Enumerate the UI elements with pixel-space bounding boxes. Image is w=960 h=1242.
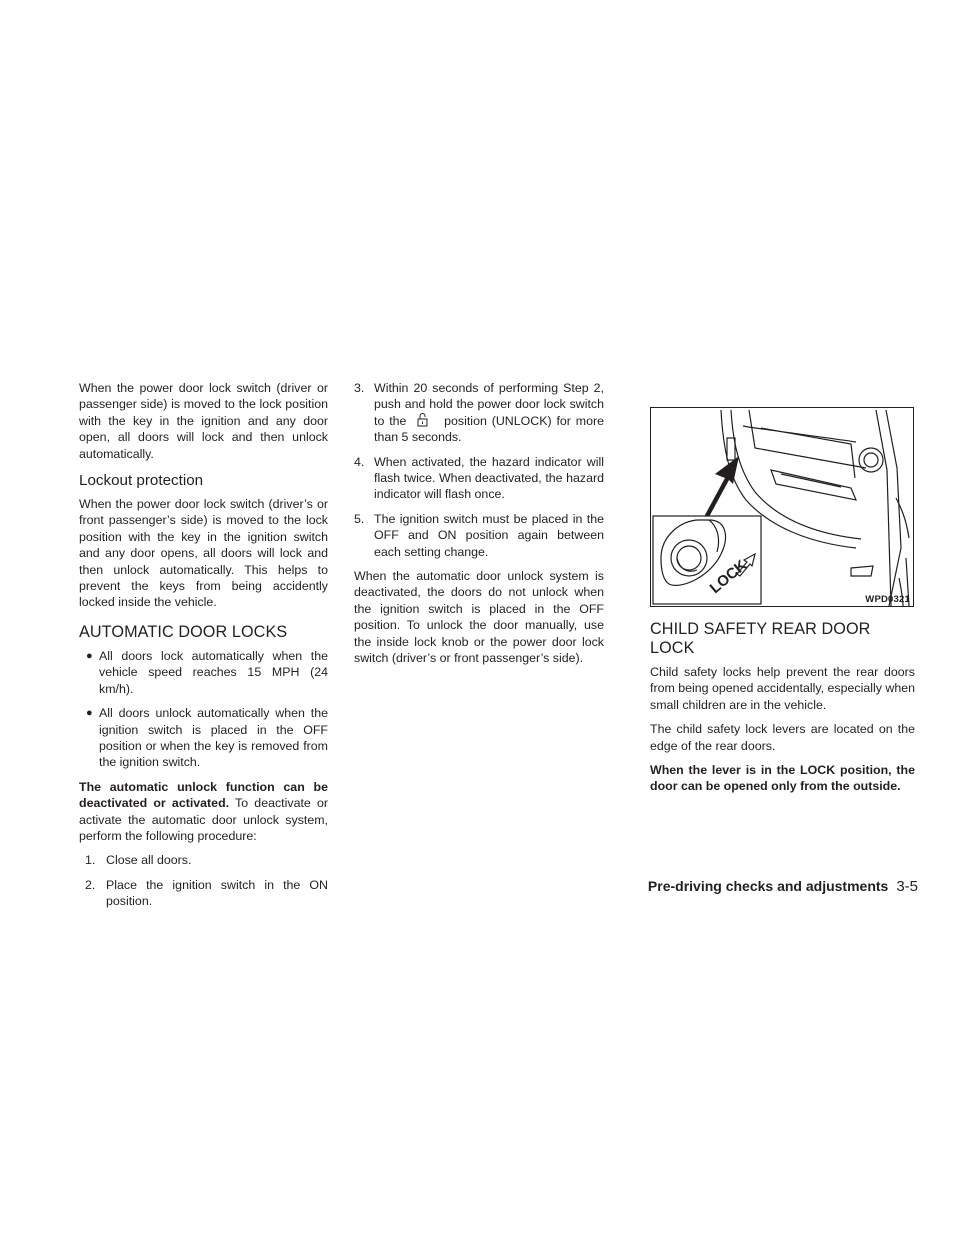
column-left [79,380,328,918]
deactivated-paragraph: When the automatic door unlock system is deactivated, the doors do not unlock when the ignition switch is placed in the OFF position. To unlock the door manually, use the inside lock knob or the power door lock switch (driver’s or front passenger’s side). [354,569,604,666]
bullet-text: All doors lock automatically when the vehicle speed reaches 15 MPH (24 km/h). [99,648,328,696]
lead-rest: To deactivate or activate the automatic door unlock system, perform the following procedure: [79,796,328,843]
child-lock-bold: When the lever is in the LOCK position, the door can be opened only from the outside. [650,763,915,794]
page-footer [648,878,918,895]
list-item [85,852,328,868]
list-item [79,648,328,697]
door-interior-drawing [651,408,913,606]
lock-label: LOCK [706,556,751,598]
list-item [354,454,604,503]
auto-locks-bullets [79,648,328,771]
page-number: 3-5 [896,878,918,895]
bullet-text: All doors unlock automatically when the ignition switch is placed in the OFF position or when the key is removed from the ignition switch. [99,706,328,770]
door-lock-illustration [650,407,914,607]
intro-paragraph: When the power door lock switch (driver or passenger side) is moved to the lock position with the key in the ignition and any door open, all doors will lock and then unlock automatically. [79,381,328,461]
procedure-steps-continued [354,380,604,560]
list-item [85,877,328,910]
child-lock-paragraph-2: The child safety lock levers are located on the edge of the rear doors. [650,722,915,753]
child-lock-section [650,620,915,803]
unlock-icon [411,413,439,427]
step-text-after: position (UNLOCK) for more than 5 seconds. [374,413,604,445]
child-lock-paragraph-3 [650,762,915,795]
step-text: The ignition switch must be placed in the OFF and ON position again between each setting change. [374,511,604,559]
list-item [354,511,604,560]
step-number: 4. [354,454,365,469]
step-number: 5. [354,511,365,526]
step-number: 3. [354,381,365,395]
step-text: When activated, the hazard indicator will flash twice. When deactivated, the hazard indicator will flash once. [374,454,604,502]
lockout-heading: Lockout protection [79,472,204,490]
auto-locks-heading: AUTOMATIC DOOR LOCKS [79,622,288,641]
step-text: Place the ignition switch in the ON position. [106,877,328,909]
child-lock-paragraph-1: Child safety locks help prevent the rear doors from being opened accidentally, especially when small children are in the vehicle. [650,665,915,712]
procedure-steps [85,852,328,909]
step-number: 2. [85,877,96,892]
column-middle [354,380,604,675]
figure-code: WPD0321 [865,594,910,605]
footer-section-title: Pre-driving checks and adjustments [647,878,889,894]
child-lock-heading: CHILD SAFETY REAR DOOR LOCK [650,620,871,657]
unlock-procedure-intro [79,779,328,845]
step-text: Close all doors. [106,853,192,868]
bullet-icon: ● [86,707,93,720]
bullet-icon: ● [86,649,93,662]
bold-lead: The automatic unlock function can be deactivated or activated. [79,779,328,811]
list-item [79,705,328,771]
list-item [354,380,604,446]
step-number: 1. [85,853,96,868]
step-text-before: Within 20 seconds of performing Step 2, push and hold the power door lock switch to the [374,381,604,428]
lockout-paragraph: When the power door lock switch (driver’s or front passenger’s side) is moved to the lock position with the key in the ignition switch and any door opens, all doors will lock and then unlock automatically. This helps to prevent the keys from being accidently locked inside the vehicle. [79,497,328,610]
